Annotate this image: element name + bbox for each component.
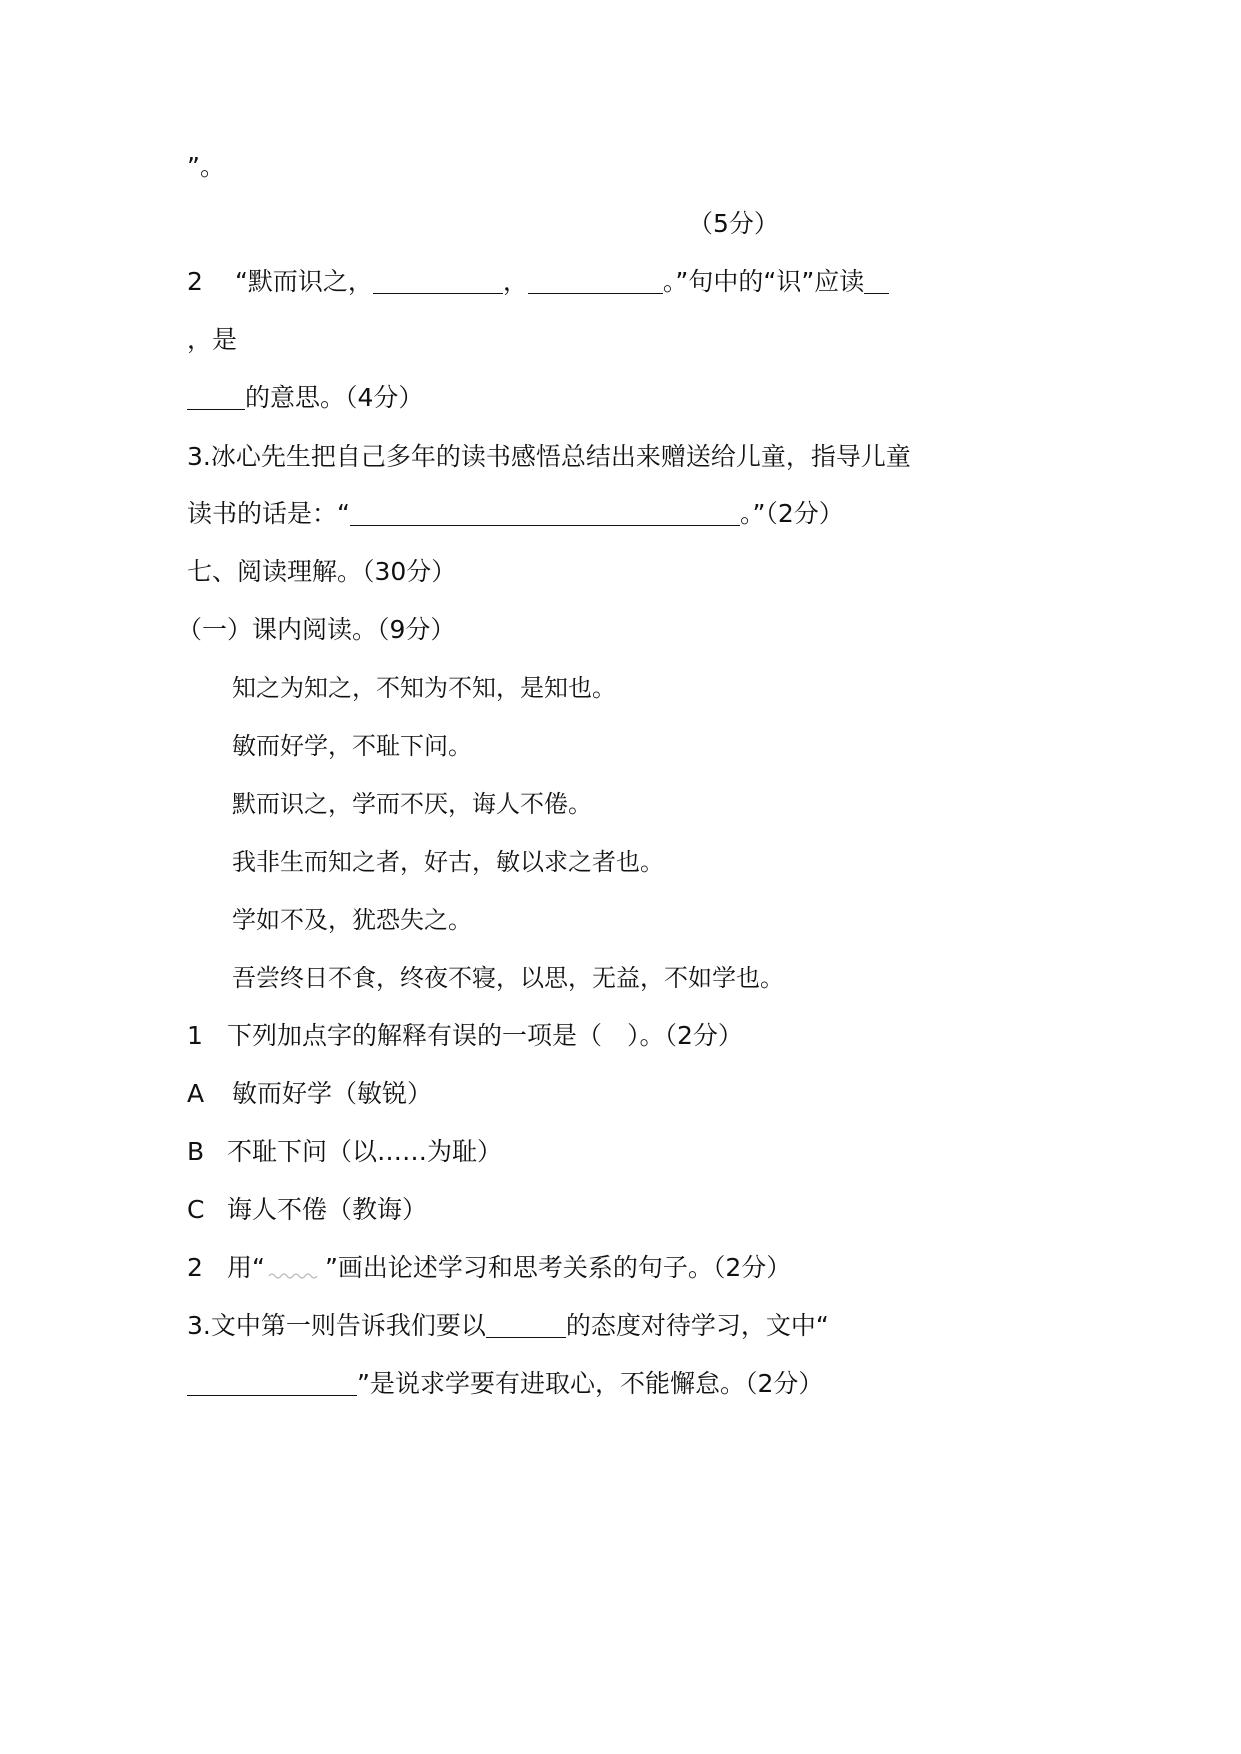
reading-question-3-line1 <box>187 1309 829 1343</box>
score-label: （5分） <box>688 209 779 238</box>
option-text: 敏而好学（敏锐） <box>232 1079 433 1108</box>
question-3-line1: 3.冰心先生把自己多年的读书感悟总结出来赠送给儿童，指导儿童 <box>187 442 911 471</box>
question-text: 用“ <box>227 1253 265 1282</box>
separator: ， <box>502 267 528 296</box>
question-text: 的意思。（4分） <box>245 383 424 412</box>
passage-line: 默而识之，学而不厌，诲人不倦。 <box>232 790 592 818</box>
wavy-underline-icon <box>265 1262 325 1282</box>
question-text: “默而识之， <box>234 267 373 296</box>
question-number: 2 <box>187 267 203 296</box>
section-heading: 七、阅读理解。（30分） <box>187 557 457 586</box>
passage-line: 学如不及，犹恐失之。 <box>232 906 472 934</box>
answer-blank[interactable] <box>187 1369 357 1396</box>
question-text: ”是说求学要有进取心，不能懈怠。（2分） <box>357 1369 824 1398</box>
quote-end: ”。 <box>187 152 225 181</box>
answer-blank[interactable] <box>864 267 889 294</box>
question-text: ”画出论述学习和思考关系的句子。（2分） <box>324 1253 792 1282</box>
question-2-line3 <box>187 381 423 415</box>
question-text: 的态度对待学习，文中“ <box>565 1311 829 1340</box>
question-text: 。”（2分） <box>739 499 844 528</box>
question-3-line2 <box>187 497 844 531</box>
option-letter: B <box>187 1137 205 1166</box>
passage-line: 敏而好学，不耻下问。 <box>232 732 472 760</box>
option-c[interactable] <box>187 1193 427 1227</box>
answer-blank[interactable] <box>373 267 503 294</box>
reading-question-1 <box>187 1019 743 1053</box>
passage-line: 我非生而知之者，好古，敏以求之者也。 <box>232 848 664 876</box>
answer-blank[interactable] <box>350 499 740 526</box>
option-a[interactable] <box>187 1077 432 1111</box>
answer-blank[interactable] <box>528 267 663 294</box>
option-text: 不耻下问（以……为耻） <box>227 1137 503 1166</box>
option-text: 诲人不倦（教诲） <box>227 1195 428 1224</box>
option-letter: A <box>187 1079 205 1108</box>
question-2 <box>187 265 889 299</box>
passage-line: 知之为知之，不知为不知，是知也。 <box>232 674 616 702</box>
answer-blank[interactable] <box>486 1311 566 1338</box>
question-number: 2 <box>187 1253 203 1282</box>
question-text: 。”句中的“识”应读 <box>662 267 865 296</box>
answer-blank[interactable] <box>187 383 245 410</box>
question-number: 1 <box>187 1021 203 1050</box>
subsection-heading: （一）课内阅读。（9分） <box>177 615 456 644</box>
reading-question-2 <box>187 1251 791 1285</box>
question-text: 下列加点字的解释有误的一项是（ ）。（2分） <box>227 1021 743 1050</box>
option-letter: C <box>187 1195 205 1224</box>
question-text: 读书的话是：“ <box>187 499 350 528</box>
question-text: 3.文中第一则告诉我们要以 <box>187 1311 486 1340</box>
question-2-line2: ，是 <box>187 325 238 354</box>
option-b[interactable] <box>187 1135 502 1169</box>
reading-question-3-line2 <box>187 1367 823 1401</box>
passage-line: 吾尝终日不食，终夜不寝，以思，无益，不如学也。 <box>232 964 784 992</box>
